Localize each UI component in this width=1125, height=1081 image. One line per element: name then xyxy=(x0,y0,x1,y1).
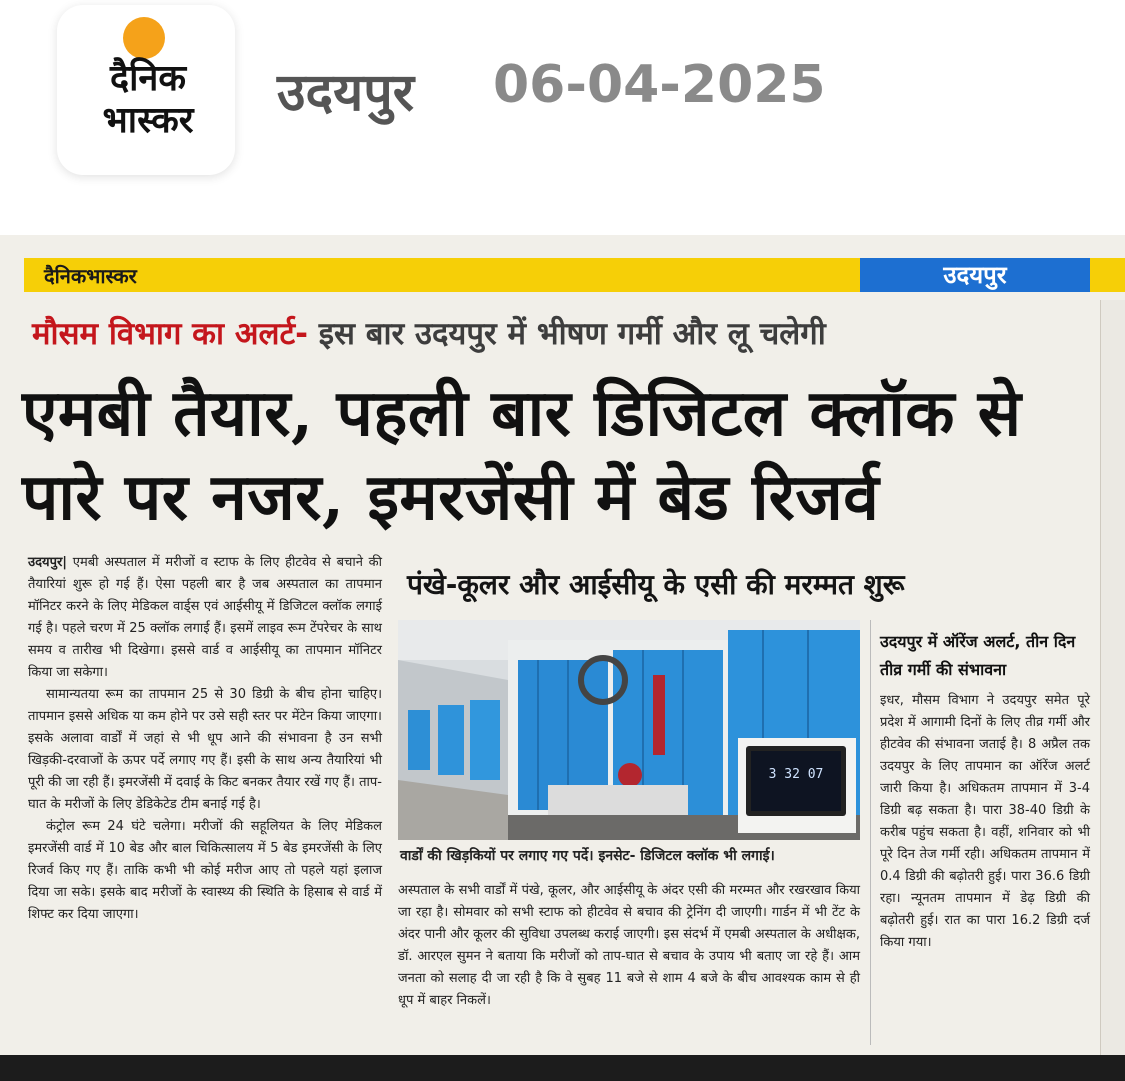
column-2-text: अस्पताल के सभी वार्डों में पंखे, कूलर, और आईसीयू के अंदर एसी की मरम्मत और रखरखाव किया जा रहा है। सोमवार को सभी स्टाफ को हीटवेव से बचाव की ट्रेनिंग दी जाएगी। गार्डन में भी टेंट के अंदर पानी और कूलर की सुविधा उपलब्ध कराई जाएगी। इस संदर्भ में एमबी अस्पताल के अधीक्षक, डॉ. आरएल सुमन ने बताया कि मरीजों को ताप-घात से बचाव के उपाय भी बताए जा रहे हैं। आम जनता को सलाह दी जा रही है कि वे सुबह 11 बजे से शाम 4 बजे के बीच आवश्यक काम से ही धूप में बाहर निकलें। xyxy=(398,883,860,1008)
sun-icon xyxy=(123,17,165,59)
band-brand: दैनिकभास्कर xyxy=(44,264,137,288)
app-header xyxy=(0,0,1125,235)
paragraph-2: सामान्यतया रूम का तापमान 25 से 30 डिग्री के बीच होना चाहिए। तापमान इससे अधिक या कम होने पर उसे सही स्तर पर मेंटेन किया जाएगा। इसके अलावा वार्डों में जहां से भी धूप आने की संभावना है उन सभी खिड़की-दरवाजों के ऊपर पर्दे लगाए गए हैं। इसी के साथ अन्य तैयारियां भी पूरी की जा रही हैं। इमरजेंसी में दवाई के किट बनकर तैयार रखें गए हैं। ताप-घात के मरीजों के लिए डेडिकेटेड टीम बनाई गई है। xyxy=(28,687,382,812)
article-column-2 xyxy=(398,880,860,1012)
edition-date[interactable]: 06-04-2025 xyxy=(493,55,826,115)
clock-reading: 3 32 07 xyxy=(768,767,824,782)
headline: एमबी तैयार, पहली बार डिजिटल क्लॉक से पारे पर नजर, इमरजेंसी में बेड रिजर्व xyxy=(22,376,1022,535)
kicker-text: इस बार उदयपुर में भीषण गर्मी और लू चलेगी xyxy=(308,316,826,352)
sidebar-column xyxy=(880,690,1090,954)
photo-caption: वार्डों की खिड़कियों पर लगाए गए पर्दे। इनसेट- डिजिटल क्लॉक भी लगाई। xyxy=(400,848,775,864)
edition-city: उदयपुर xyxy=(277,63,415,123)
bottom-edge xyxy=(0,1055,1125,1081)
kicker-line xyxy=(32,312,826,354)
logo-text: दैनिक भास्कर xyxy=(102,58,194,141)
paragraph-1: एमबी अस्पताल में मरीजों व स्टाफ के लिए हीटवेव से बचाने की तैयारियां शुरू हो गई हैं। ऐसा पहली बार है जब अस्पताल का तापमान मॉनिटर करने के लिए मेडिकल वार्ड्स एवं आईसीयू में डिजिटल क्लॉक लगाई गई है। पहले चरण में 25 क्लॉक लगाई हैं। इसमें लाइव रूम टेंपरेचर के साथ समय व तारीख भी दिखेगा। इससे वार्ड व आईसीयू का तापमान मॉनिटर किया जा सकेगा। xyxy=(28,555,382,680)
adjacent-column-edge xyxy=(1100,300,1125,1060)
ward-photo-illustration xyxy=(398,620,860,840)
paragraph-3: कंट्रोल रूम 24 घंटे चलेगा। मरीजों की सहूलियत के लिए मेडिकल इमरजेंसी वार्ड में 10 बेड और बाल चिकित्सालय में 5 बेड इमरजेंसी के लिए रिजर्व किए गए हैं। ताकि कभी भी कोई मरीज आए तो पहले यहां इलाज दिया जा सके। इसके बाद मरीजों के स्वास्थ्य की स्थिति के हिसाब से वार्ड में शिफ्ट कर दिया जाएगा। xyxy=(28,819,382,922)
band-city-tag: उदयपुर xyxy=(860,258,1090,292)
article-column-1 xyxy=(28,552,382,926)
sidebar-headline: उदयपुर में ऑरेंज अलर्ट, तीन दिन तीव्र गर्मी की संभावना xyxy=(880,632,1076,679)
dateline: उदयपुर| xyxy=(28,555,68,570)
subheadline: पंखे-कूलर और आईसीयू के एसी की मरम्मत शुरू xyxy=(407,568,905,601)
column-divider xyxy=(870,620,871,1045)
ward-photo xyxy=(398,620,860,840)
sidebar-text: इधर, मौसम विभाग ने उदयपुर समेत पूरे प्रदेश में आगामी दिनों के लिए तीव्र गर्मी और हीटवेव की संभावना जताई है। 8 अप्रैल तक उदयपुर के लिए तापमान का ऑरेंज अलर्ट जारी किया है। अधिकतम तापमान में 3-4 डिग्री बढ़ सकता है। पारा 38-40 डिग्री के करीब पहुंच सकता है। वहीं, शनिवार को भी पूरे दिन तेज गर्मी रही। अधिकतम तापमान में 0.4 डिग्री की बढ़ोतरी हुई। पारा 36.6 डिग्री रहा। न्यूनतम तापमान में डेढ़ डिग्री की बढ़ोतरी हुई। रात का पारा 16.2 डिग्री दर्ज किया गया। xyxy=(880,693,1090,950)
kicker-alert: मौसम विभाग का अलर्ट- xyxy=(32,316,309,352)
